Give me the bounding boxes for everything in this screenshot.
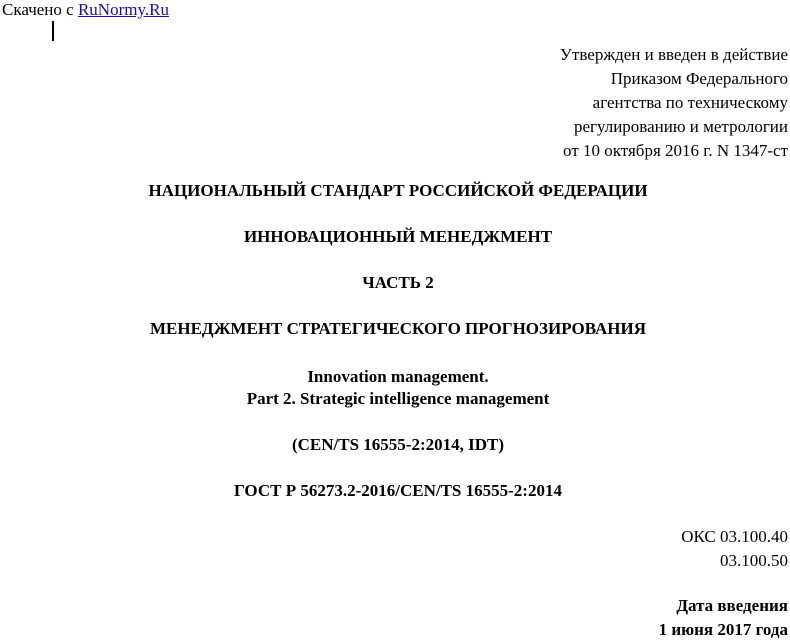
text-cursor	[52, 21, 54, 41]
cen-ts-reference: (CEN/TS 16555-2:2014, IDT)	[291, 435, 505, 454]
introduction-date-block	[659, 594, 788, 642]
oks-classification	[681, 525, 788, 573]
approval-line: агентства по техническому	[592, 93, 788, 112]
approval-line: Приказом Федерального	[610, 69, 788, 88]
oks-code: 03.100.50	[720, 551, 788, 570]
downloaded-from-line	[2, 0, 169, 20]
approval-block	[388, 43, 788, 163]
approval-line: регулированию и метрологии	[573, 117, 788, 136]
document-title: ИННОВАЦИОННЫЙ МЕНЕДЖМЕНТ	[243, 227, 553, 246]
approval-line: Утвержден и введен в действие	[559, 45, 788, 64]
national-standard-heading: НАЦИОНАЛЬНЫЙ СТАНДАРТ РОССИЙСКОЙ ФЕДЕРАЦИИ	[148, 181, 648, 200]
approval-line: от 10 октября 2016 г. N 1347-ст	[563, 141, 788, 160]
document-subtitle: МЕНЕДЖМЕНТ СТРАТЕГИЧЕСКОГО ПРОГНОЗИРОВАНИЯ	[149, 319, 647, 338]
english-title-line-1: Innovation management.	[307, 367, 489, 386]
downloaded-prefix: Скачено с	[2, 0, 74, 19]
english-title-line-2: Part 2. Strategic intelligence management	[246, 389, 550, 408]
introduction-date: 1 июня 2017 года	[658, 620, 788, 639]
gost-designation: ГОСТ Р 56273.2-2016/CEN/TS 16555-2:2014	[234, 481, 562, 500]
runormy-link[interactable]: RuNormy.Ru	[77, 0, 169, 19]
part-number: ЧАСТЬ 2	[362, 273, 434, 292]
introduction-date-label: Дата введения	[676, 596, 788, 615]
oks-code: ОКС 03.100.40	[681, 527, 788, 546]
